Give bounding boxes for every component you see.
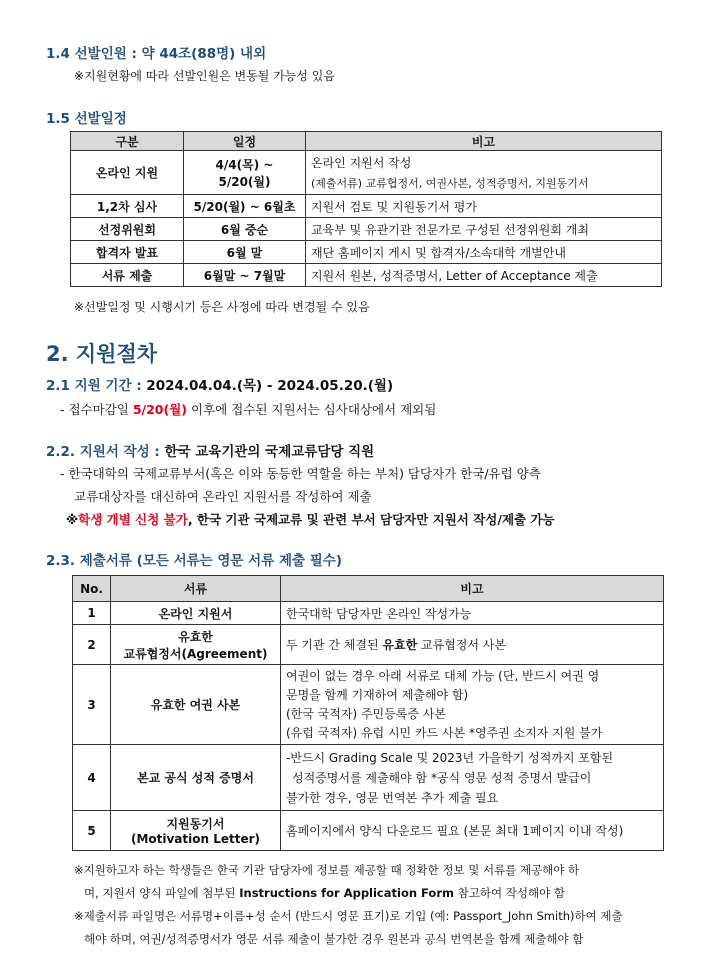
schedule-remark-line: 온라인 지원서 작성	[311, 156, 412, 170]
section-value-prefix: 약	[141, 46, 155, 62]
document-number: 1	[73, 602, 111, 625]
schedule-header: 구분	[71, 132, 184, 151]
schedule-category: 서류 제출	[71, 264, 184, 287]
documents-header-row	[73, 576, 664, 602]
chapter-2-title: 2. 지원절차	[46, 342, 158, 366]
note-text: 참고하여 작성해야 함	[454, 886, 565, 900]
section-label: 지원서 작성 :	[79, 444, 160, 460]
documents-table	[72, 575, 664, 851]
documents-header: No.	[73, 576, 111, 602]
schedule-remark	[306, 151, 662, 195]
document-name	[111, 625, 281, 665]
section-2-3-title	[46, 549, 342, 569]
section-label: 선발일정	[74, 111, 127, 127]
note-mark: ※	[66, 512, 79, 527]
schedule-date: 6월 말	[184, 241, 306, 264]
note-text: , 한국 기관 국제교류 및 관련 부서 담당자만 지원서 작성/제출 가능	[187, 512, 555, 527]
remark-line: 성적증명서를 제출해야 함 *공식 영문 성적 증명서 발급이	[292, 770, 592, 785]
schedule-row	[71, 241, 662, 264]
section-1-4-title	[46, 42, 266, 62]
remark-line: -반드시 Grading Scale 및 2023년 가을학기 성적까지 포함된	[286, 750, 614, 765]
document-remark	[281, 665, 664, 745]
schedule-remark: 지원서 원본, 성적증명서, Letter of Acceptance 제출	[306, 264, 662, 287]
section-value: 한국 교육기관의 국제교류담당 직원	[164, 444, 375, 460]
section-number: 1.4	[46, 46, 70, 62]
section-value: 44조(88명)	[159, 46, 236, 62]
remark-line: 문명을 함께 기재하여 제출해야 함)	[286, 687, 469, 702]
line-text: - 접수마감일	[60, 402, 129, 417]
schedule-header: 일정	[184, 132, 306, 151]
documents-row	[73, 811, 664, 851]
document-remark	[281, 745, 664, 811]
schedule-category: 1,2차 심사	[71, 195, 184, 218]
schedule-row	[71, 264, 662, 287]
schedule-row	[71, 151, 662, 195]
schedule-date: 5/20(월) ~ 6월초	[184, 195, 306, 218]
remark-line: 불가한 경우, 영문 번역본 추가 제출 필요	[286, 790, 499, 805]
schedule-date: 4/4(목) ~ 5/20(월)	[184, 151, 306, 195]
schedule-remark: 지원서 검토 및 지원동기서 평가	[306, 195, 662, 218]
document-name-line: 지원동기서	[166, 817, 225, 831]
document-name	[111, 811, 281, 851]
section-number: 2.3.	[46, 553, 76, 569]
section-2-2-line: 교류대상자를 대신하여 온라인 지원서를 작성하여 제출	[74, 489, 372, 504]
remark-line: (한국 국적자) 주민등록증 사본	[286, 706, 446, 721]
document-name: 유효한 여권 사본	[111, 665, 281, 745]
documents-row	[73, 665, 664, 745]
document-name-line: 교류협정서(Agreement)	[123, 646, 268, 661]
section-number: 2.1	[46, 378, 70, 394]
schedule-category: 합격자 발표	[71, 241, 184, 264]
document-name: 본교 공식 성적 증명서	[111, 745, 281, 811]
section-2-1-line	[60, 400, 436, 418]
document-number: 5	[73, 811, 111, 851]
section-2-3-note	[84, 885, 565, 901]
section-2-1-title	[46, 374, 393, 394]
schedule-category: 선정위원회	[71, 218, 184, 241]
note-emphasis: Instructions for Application Form	[239, 886, 454, 900]
section-1-4-note: ※지원현황에 따라 선발인원은 변동될 가능성 있음	[74, 69, 335, 83]
schedule-header: 비고	[306, 132, 662, 151]
remark-text: 교류협정서 사본	[417, 638, 506, 652]
note-text: 며, 지원서 양식 파일에 첨부된	[84, 886, 240, 900]
remark-line: 여권이 없는 경우 아래 서류로 대체 가능 (단, 반드시 여권 영	[286, 668, 600, 683]
section-2-3-note: 해야 하며, 여권/성적증명서가 영문 서류 제출이 불가한 경우 원본과 공식 번역본을 함께 제출해야 함	[84, 932, 584, 946]
documents-header: 서류	[111, 576, 281, 602]
documents-row	[73, 625, 664, 665]
document-name-line: 유효한	[178, 629, 213, 644]
section-1-5-title	[46, 107, 127, 127]
document-name: 온라인 지원서	[111, 602, 281, 625]
section-label: 선발인원 :	[74, 46, 137, 62]
documents-row	[73, 745, 664, 811]
remark-text: 두 기관 간 체결된	[286, 638, 383, 652]
document-remark: 한국대학 담당자만 온라인 작성가능	[281, 602, 664, 625]
section-number: 2.2.	[46, 444, 76, 460]
schedule-row	[71, 218, 662, 241]
section-1-5-note: ※선발일정 및 시행시기 등은 사정에 따라 변경될 수 있음	[74, 300, 370, 314]
document-name-line: (Motivation Letter)	[130, 832, 261, 846]
section-value-suffix: 내외	[240, 46, 267, 62]
remark-emphasis: 유효한	[382, 638, 418, 652]
section-value: 2024.04.04.(목) - 2024.05.20.(월)	[146, 378, 394, 394]
section-2-2-note	[66, 510, 555, 528]
remark-line: (유럽 국적자) 유럽 시민 카드 사본 *영주권 소지자 지원 불가	[286, 725, 603, 740]
schedule-remark: 교육부 및 유관기관 전문가로 구성된 선정위원회 개최	[306, 218, 662, 241]
document-remark: 홈페이지에서 양식 다운로드 필요 (본문 최대 1페이지 이내 작성)	[281, 811, 664, 851]
section-2-3-note: ※지원하고자 하는 학생들은 한국 기관 담당자에 정보를 제공할 때 정확한 정보 및 서류를 제공해야 하	[74, 863, 580, 877]
schedule-header-row	[71, 132, 662, 151]
schedule-table	[70, 131, 662, 287]
section-number: 1.5	[46, 111, 70, 127]
note-highlight: 학생 개별 신청 불가	[78, 512, 188, 527]
schedule-date: 6월말 ~ 7월말	[184, 264, 306, 287]
schedule-remark: 재단 홈페이지 게시 및 합격자/소속대학 개별안내	[306, 241, 662, 264]
document-number: 2	[73, 625, 111, 665]
schedule-row	[71, 195, 662, 218]
deadline-highlight: 5/20(월)	[132, 402, 188, 417]
schedule-category: 온라인 지원	[71, 151, 184, 195]
section-2-3-note: ※제출서류 파일명은 서류명+이름+성 순서 (반드시 영문 표기)로 기입 (예: Passport_John Smith)하여 제출	[74, 909, 623, 923]
section-label: 지원 기간 :	[74, 378, 142, 394]
line-text: 이후에 접수된 지원서는 심사대상에서 제외됨	[191, 402, 437, 417]
section-2-2-title	[46, 440, 374, 460]
document-number: 3	[73, 665, 111, 745]
schedule-date: 6월 중순	[184, 218, 306, 241]
documents-row	[73, 602, 664, 625]
section-label: 제출서류 (모든 서류는 영문 서류 제출 필수)	[79, 553, 342, 569]
documents-header: 비고	[281, 576, 664, 602]
document-number: 4	[73, 745, 111, 811]
schedule-remark-line: (제출서류) 교류협정서, 여권사본, 성적증명서, 지원동기서	[311, 177, 589, 190]
section-2-2-line: - 한국대학의 국제교류부서(혹은 이와 동등한 역할을 하는 부처) 담당자가 한국/유럽 양측	[60, 466, 541, 481]
document-remark	[281, 625, 664, 665]
